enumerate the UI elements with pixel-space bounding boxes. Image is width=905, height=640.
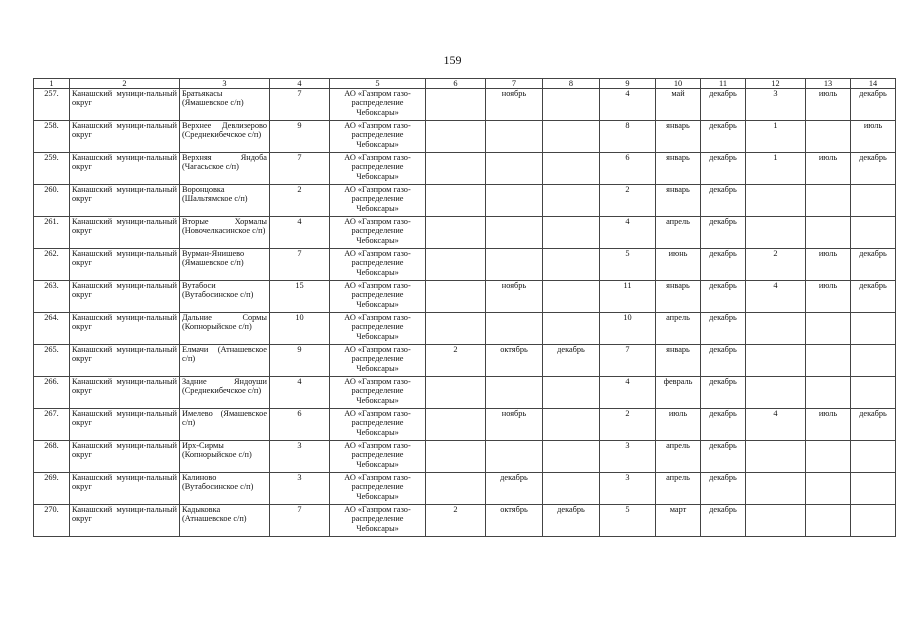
col8-cell (543, 249, 600, 281)
col9-cell: 4 (600, 377, 656, 409)
col11-cell: декабрь (701, 505, 746, 537)
col10-cell: март (656, 505, 701, 537)
organization-cell: АО «Газпром газо-распределение Чебоксары» (330, 121, 426, 153)
col10-cell: январь (656, 345, 701, 377)
col11-cell: декабрь (701, 217, 746, 249)
col12-cell (746, 313, 806, 345)
row-number-cell: 265. (34, 345, 70, 377)
count-cell: 7 (270, 89, 330, 121)
col7-cell (486, 217, 543, 249)
district-cell: Канашский муници-пальный округ (70, 217, 180, 249)
row-number-cell: 262. (34, 249, 70, 281)
district-cell: Канашский муници-пальный округ (70, 121, 180, 153)
count-cell: 3 (270, 441, 330, 473)
col13-cell (806, 441, 851, 473)
count-cell: 9 (270, 345, 330, 377)
col13-cell (806, 505, 851, 537)
table-row (34, 121, 896, 153)
organization-cell: АО «Газпром газо-распределение Чебоксары» (330, 473, 426, 505)
count-cell: 7 (270, 153, 330, 185)
col6-cell (426, 377, 486, 409)
settlement-cell: Калиново (Вутабосинское с/п) (180, 473, 270, 505)
col12-cell: 1 (746, 121, 806, 153)
settlement-cell: Верхняя Яндоба (Чагасьское с/п) (180, 153, 270, 185)
col11-cell: декабрь (701, 313, 746, 345)
col11-cell: декабрь (701, 153, 746, 185)
row-number-cell: 257. (34, 89, 70, 121)
district-cell: Канашский муници-пальный округ (70, 473, 180, 505)
col12-cell: 4 (746, 281, 806, 313)
column-header: 10 (656, 79, 701, 89)
col7-cell (486, 377, 543, 409)
settlement-cell: Вурман-Янишево (Ямашевское с/п) (180, 249, 270, 281)
row-number-cell: 269. (34, 473, 70, 505)
col12-cell (746, 185, 806, 217)
organization-cell: АО «Газпром газо-распределение Чебоксары» (330, 409, 426, 441)
table-row (34, 345, 896, 377)
settlement-cell: Кадыковка (Атнашевское с/п) (180, 505, 270, 537)
table-row (34, 217, 896, 249)
settlement-cell: Ирх-Сирмы (Копнорыйское с/п) (180, 441, 270, 473)
row-number-cell: 264. (34, 313, 70, 345)
col14-cell (851, 313, 896, 345)
table-row (34, 441, 896, 473)
count-cell: 4 (270, 377, 330, 409)
col10-cell: апрель (656, 313, 701, 345)
column-header: 12 (746, 79, 806, 89)
district-cell: Канашский муници-пальный округ (70, 377, 180, 409)
count-cell: 9 (270, 121, 330, 153)
district-cell: Канашский муници-пальный округ (70, 249, 180, 281)
col7-cell (486, 121, 543, 153)
count-cell: 4 (270, 217, 330, 249)
settlement-cell: Воронцовка (Шальтямское с/п) (180, 185, 270, 217)
col6-cell (426, 153, 486, 185)
col12-cell (746, 441, 806, 473)
col9-cell: 3 (600, 473, 656, 505)
col8-cell (543, 377, 600, 409)
col8-cell: декабрь (543, 345, 600, 377)
table-row (34, 89, 896, 121)
col7-cell: ноябрь (486, 409, 543, 441)
col14-cell (851, 345, 896, 377)
col6-cell: 2 (426, 505, 486, 537)
column-header: 2 (70, 79, 180, 89)
col14-cell (851, 473, 896, 505)
col13-cell: июль (806, 249, 851, 281)
col14-cell: июль (851, 121, 896, 153)
table-row (34, 153, 896, 185)
organization-cell: АО «Газпром газо-распределение Чебоксары» (330, 345, 426, 377)
col7-cell: ноябрь (486, 89, 543, 121)
row-number-cell: 259. (34, 153, 70, 185)
col8-cell: декабрь (543, 505, 600, 537)
settlement-cell: Верхнее Девлизерово (Среднекибечское с/п) (180, 121, 270, 153)
col13-cell: июль (806, 409, 851, 441)
row-number-cell: 258. (34, 121, 70, 153)
col13-cell (806, 217, 851, 249)
district-cell: Канашский муници-пальный округ (70, 505, 180, 537)
table-row (34, 473, 896, 505)
col14-cell (851, 377, 896, 409)
col6-cell (426, 249, 486, 281)
col14-cell: декабрь (851, 153, 896, 185)
column-header: 3 (180, 79, 270, 89)
col8-cell (543, 281, 600, 313)
col7-cell: октябрь (486, 505, 543, 537)
count-cell: 15 (270, 281, 330, 313)
organization-cell: АО «Газпром газо-распределение Чебоксары» (330, 377, 426, 409)
count-cell: 10 (270, 313, 330, 345)
col7-cell: декабрь (486, 473, 543, 505)
col10-cell: февраль (656, 377, 701, 409)
col6-cell: 2 (426, 345, 486, 377)
col13-cell (806, 345, 851, 377)
col13-cell: июль (806, 153, 851, 185)
col14-cell: декабрь (851, 409, 896, 441)
count-cell: 7 (270, 249, 330, 281)
col11-cell: декабрь (701, 249, 746, 281)
row-number-cell: 270. (34, 505, 70, 537)
data-table (33, 78, 896, 537)
col10-cell: январь (656, 121, 701, 153)
count-cell: 3 (270, 473, 330, 505)
col9-cell: 3 (600, 441, 656, 473)
col11-cell: декабрь (701, 473, 746, 505)
col7-cell: октябрь (486, 345, 543, 377)
col9-cell: 8 (600, 121, 656, 153)
column-header: 9 (600, 79, 656, 89)
col10-cell: апрель (656, 473, 701, 505)
row-number-cell: 267. (34, 409, 70, 441)
district-cell: Канашский муници-пальный округ (70, 281, 180, 313)
col12-cell: 1 (746, 153, 806, 185)
settlement-cell: Дальние Сормы (Копнорыйское с/п) (180, 313, 270, 345)
col11-cell: декабрь (701, 409, 746, 441)
col9-cell: 6 (600, 153, 656, 185)
organization-cell: АО «Газпром газо-распределение Чебоксары» (330, 249, 426, 281)
col6-cell (426, 281, 486, 313)
col14-cell: декабрь (851, 89, 896, 121)
district-cell: Канашский муници-пальный округ (70, 409, 180, 441)
organization-cell: АО «Газпром газо-распределение Чебоксары» (330, 281, 426, 313)
col14-cell (851, 185, 896, 217)
col11-cell: декабрь (701, 441, 746, 473)
table-row (34, 377, 896, 409)
table-body (34, 89, 896, 537)
table-row (34, 281, 896, 313)
organization-cell: АО «Газпром газо-распределение Чебоксары» (330, 313, 426, 345)
table-row (34, 505, 896, 537)
col12-cell (746, 345, 806, 377)
row-number-cell: 268. (34, 441, 70, 473)
row-number-cell: 263. (34, 281, 70, 313)
col13-cell: июль (806, 89, 851, 121)
col14-cell (851, 505, 896, 537)
row-number-cell: 261. (34, 217, 70, 249)
col12-cell (746, 473, 806, 505)
row-number-cell: 260. (34, 185, 70, 217)
district-cell: Канашский муници-пальный округ (70, 345, 180, 377)
col10-cell: май (656, 89, 701, 121)
col10-cell: апрель (656, 217, 701, 249)
col8-cell (543, 441, 600, 473)
col6-cell (426, 185, 486, 217)
count-cell: 2 (270, 185, 330, 217)
col12-cell (746, 505, 806, 537)
col8-cell (543, 409, 600, 441)
col9-cell: 4 (600, 89, 656, 121)
col10-cell: январь (656, 153, 701, 185)
district-cell: Канашский муници-пальный округ (70, 89, 180, 121)
column-header: 4 (270, 79, 330, 89)
col13-cell (806, 185, 851, 217)
district-cell: Канашский муници-пальный округ (70, 185, 180, 217)
col11-cell: декабрь (701, 377, 746, 409)
col9-cell: 4 (600, 217, 656, 249)
organization-cell: АО «Газпром газо-распределение Чебоксары» (330, 185, 426, 217)
organization-cell: АО «Газпром газо-распределение Чебоксары» (330, 505, 426, 537)
col11-cell: декабрь (701, 185, 746, 217)
district-cell: Канашский муници-пальный округ (70, 313, 180, 345)
col11-cell: декабрь (701, 281, 746, 313)
col9-cell: 2 (600, 185, 656, 217)
table-row (34, 249, 896, 281)
col7-cell (486, 313, 543, 345)
column-header: 1 (34, 79, 70, 89)
col10-cell: июнь (656, 249, 701, 281)
count-cell: 6 (270, 409, 330, 441)
column-header: 8 (543, 79, 600, 89)
col12-cell: 4 (746, 409, 806, 441)
col9-cell: 10 (600, 313, 656, 345)
settlement-cell: Задние Яндоуши (Среднекибечское с/п) (180, 377, 270, 409)
col13-cell: июль (806, 281, 851, 313)
col8-cell (543, 153, 600, 185)
col12-cell (746, 377, 806, 409)
district-cell: Канашский муници-пальный округ (70, 153, 180, 185)
column-header: 7 (486, 79, 543, 89)
col8-cell (543, 185, 600, 217)
table-row (34, 313, 896, 345)
col13-cell (806, 313, 851, 345)
col13-cell (806, 377, 851, 409)
col10-cell: апрель (656, 441, 701, 473)
col6-cell (426, 409, 486, 441)
col6-cell (426, 89, 486, 121)
col7-cell (486, 249, 543, 281)
col7-cell (486, 441, 543, 473)
table-row (34, 409, 896, 441)
column-header: 14 (851, 79, 896, 89)
col9-cell: 7 (600, 345, 656, 377)
organization-cell: АО «Газпром газо-распределение Чебоксары» (330, 153, 426, 185)
col6-cell (426, 121, 486, 153)
col10-cell: январь (656, 185, 701, 217)
column-header: 11 (701, 79, 746, 89)
organization-cell: АО «Газпром газо-распределение Чебоксары» (330, 89, 426, 121)
col12-cell (746, 217, 806, 249)
settlement-cell: Братьякасы (Ямашевское с/п) (180, 89, 270, 121)
table-row (34, 185, 896, 217)
col6-cell (426, 473, 486, 505)
column-header: 6 (426, 79, 486, 89)
col9-cell: 5 (600, 249, 656, 281)
organization-cell: АО «Газпром газо-распределение Чебоксары» (330, 441, 426, 473)
col14-cell: декабрь (851, 281, 896, 313)
col11-cell: декабрь (701, 89, 746, 121)
col9-cell: 2 (600, 409, 656, 441)
col7-cell (486, 185, 543, 217)
page-number: 159 (443, 53, 462, 67)
col11-cell: декабрь (701, 121, 746, 153)
col6-cell (426, 441, 486, 473)
settlement-cell: Вторые Хормалы (Новочелкасинское с/п) (180, 217, 270, 249)
col8-cell (543, 313, 600, 345)
col8-cell (543, 89, 600, 121)
col8-cell (543, 473, 600, 505)
col14-cell (851, 441, 896, 473)
district-cell: Канашский муници-пальный округ (70, 441, 180, 473)
col14-cell (851, 217, 896, 249)
col6-cell (426, 217, 486, 249)
col7-cell (486, 153, 543, 185)
col10-cell: июль (656, 409, 701, 441)
col10-cell: январь (656, 281, 701, 313)
col14-cell: декабрь (851, 249, 896, 281)
settlement-cell: Елмачи (Атнашевское с/п) (180, 345, 270, 377)
column-header-row (34, 79, 896, 89)
col7-cell: ноябрь (486, 281, 543, 313)
col11-cell: декабрь (701, 345, 746, 377)
col9-cell: 5 (600, 505, 656, 537)
col13-cell (806, 121, 851, 153)
col12-cell: 3 (746, 89, 806, 121)
row-number-cell: 266. (34, 377, 70, 409)
col12-cell: 2 (746, 249, 806, 281)
col8-cell (543, 121, 600, 153)
settlement-cell: Вутабоси (Вутабосинское с/п) (180, 281, 270, 313)
count-cell: 7 (270, 505, 330, 537)
col6-cell (426, 313, 486, 345)
col9-cell: 11 (600, 281, 656, 313)
col13-cell (806, 473, 851, 505)
settlement-cell: Имелево (Ямашевское с/п) (180, 409, 270, 441)
column-header: 13 (806, 79, 851, 89)
col8-cell (543, 217, 600, 249)
column-header: 5 (330, 79, 426, 89)
organization-cell: АО «Газпром газо-распределение Чебоксары» (330, 217, 426, 249)
